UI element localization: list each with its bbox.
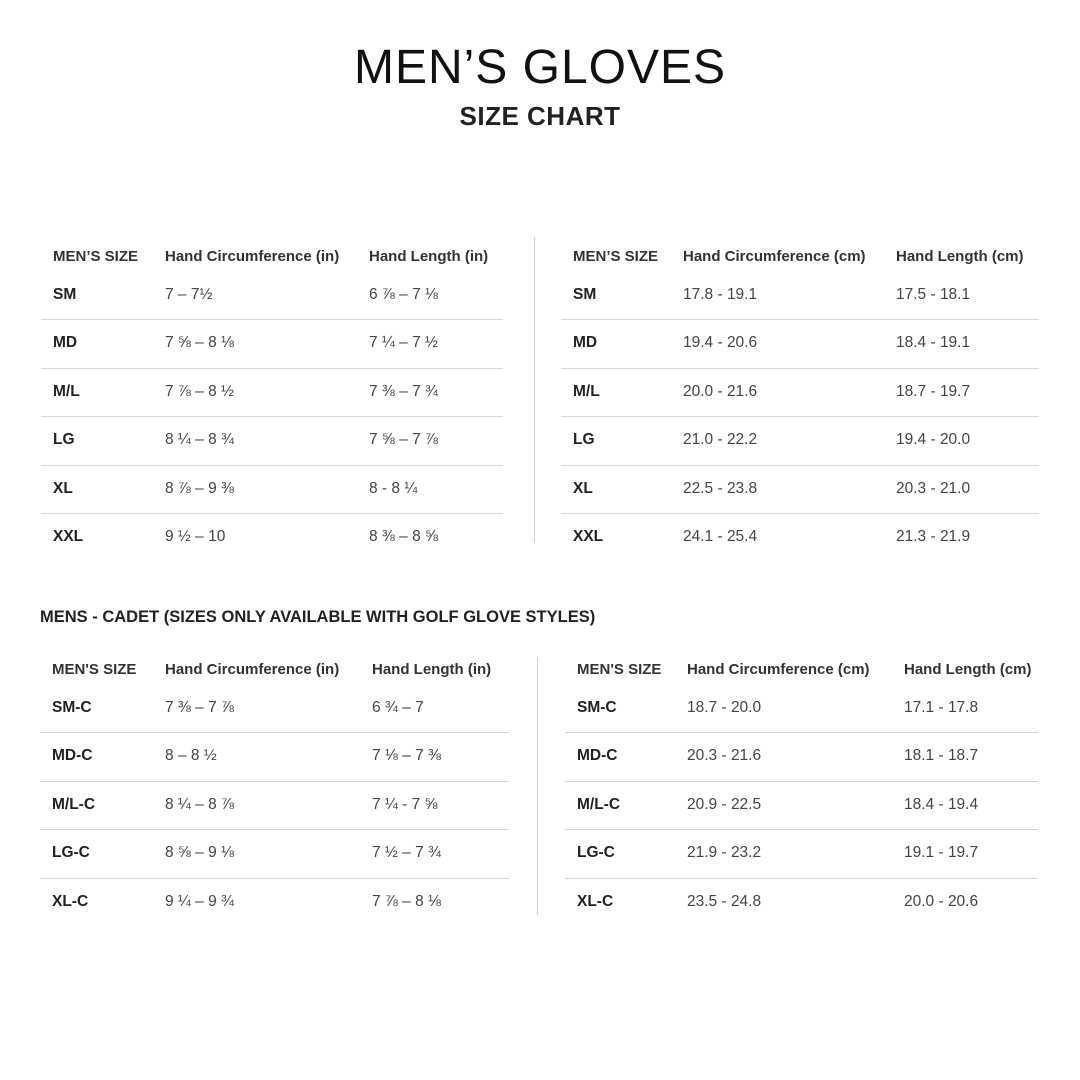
- table-row: [561, 277, 1039, 319]
- mens-inches-table: [41, 237, 503, 562]
- table-row: [41, 277, 503, 319]
- column-header-circumference: Hand Circumference (in): [165, 248, 340, 265]
- column-header-circumference: Hand Circumference (cm): [683, 248, 866, 265]
- cell-size: MD-C: [577, 747, 618, 764]
- cell-size: M/L-C: [52, 795, 96, 813]
- cell-length: 18.1 - 18.7: [904, 747, 979, 764]
- cell-circumference: 7 ⅝ – 8 ⅛: [165, 334, 234, 351]
- table-row: [565, 690, 1038, 732]
- table-row: [561, 319, 1039, 368]
- cell-length: 7 ⅝ – 7 ⅞: [369, 431, 438, 448]
- cell-size: SM: [573, 286, 597, 303]
- cell-size: LG: [53, 431, 75, 448]
- page-subtitle: SIZE CHART: [459, 101, 621, 131]
- cell-length: 18.4 - 19.4: [904, 795, 979, 813]
- table-header: [561, 237, 1039, 277]
- column-header-length: Hand Length (cm): [896, 248, 1024, 265]
- cell-size: LG: [573, 431, 595, 448]
- cell-size: XXL: [53, 528, 84, 545]
- cell-length: 7 ⅞ – 8 ⅛: [372, 892, 441, 910]
- cell-circumference: 22.5 - 23.8: [683, 479, 758, 497]
- table-row: [41, 319, 503, 368]
- cell-circumference: 7 ⅜ – 7 ⅞: [165, 699, 234, 716]
- cell-size: MD: [573, 334, 598, 351]
- cell-size: XL: [53, 479, 73, 497]
- table-row: [565, 878, 1038, 927]
- table-row: [41, 416, 503, 465]
- cell-length: 17.5 - 18.1: [896, 286, 971, 303]
- cell-circumference: 21.0 - 22.2: [683, 431, 758, 448]
- cell-length: 7 ⅛ – 7 ⅜: [372, 747, 441, 764]
- cadet-cm-table: [565, 650, 1038, 926]
- cell-circumference: 17.8 - 19.1: [683, 286, 758, 303]
- cell-length: 20.0 - 20.6: [904, 892, 979, 910]
- table-row: [40, 690, 509, 732]
- table-row: [41, 368, 503, 417]
- table-row: [565, 732, 1038, 781]
- cell-size: XL-C: [577, 892, 614, 910]
- cell-circumference: 8 ⅞ – 9 ⅜: [165, 479, 234, 497]
- cell-size: XL-C: [52, 892, 89, 910]
- column-header-circumference: Hand Circumference (cm): [687, 661, 870, 678]
- cell-size: SM-C: [52, 699, 92, 716]
- cell-circumference: 7 – 7½: [165, 286, 213, 303]
- cell-length: 8 - 8 ¼: [369, 479, 418, 497]
- cell-size: XXL: [573, 528, 604, 545]
- cell-length: 7 ⅜ – 7 ¾: [369, 382, 438, 400]
- mens-table-divider: [534, 237, 535, 543]
- cell-size: XL: [573, 479, 593, 497]
- table-row: [40, 732, 509, 781]
- cell-length: 21.3 - 21.9: [896, 528, 971, 545]
- column-header-length: Hand Length (cm): [904, 661, 1032, 678]
- column-header-length: Hand Length (in): [372, 661, 492, 678]
- cell-length: 8 ⅜ – 8 ⅝: [369, 528, 438, 545]
- cell-length: 7 ¼ – 7 ½: [369, 334, 438, 351]
- cell-circumference: 21.9 - 23.2: [687, 844, 762, 861]
- table-row: [565, 781, 1038, 830]
- cell-length: 6 ¾ – 7: [372, 699, 424, 716]
- table-row: [561, 513, 1039, 562]
- cell-size: M/L: [573, 382, 600, 400]
- cell-circumference: 20.3 - 21.6: [687, 747, 762, 764]
- cell-circumference: 8 ⅝ – 9 ⅛: [165, 844, 234, 861]
- cell-size: MD: [53, 334, 78, 351]
- cell-size: M/L: [53, 382, 80, 400]
- table-row: [41, 465, 503, 514]
- table-row: [40, 781, 509, 830]
- table-row: [561, 368, 1039, 417]
- cell-circumference: 8 ¼ – 8 ⅞: [165, 795, 234, 813]
- cell-circumference: 24.1 - 25.4: [683, 528, 758, 545]
- cell-size: MD-C: [52, 747, 93, 764]
- table-header: [40, 650, 509, 690]
- table-row: [41, 513, 503, 562]
- column-header-size: MEN'S SIZE: [577, 661, 662, 678]
- cell-length: 18.7 - 19.7: [896, 382, 971, 400]
- table-row: [561, 416, 1039, 465]
- cell-circumference: 20.0 - 21.6: [683, 382, 758, 400]
- cell-length: 18.4 - 19.1: [896, 334, 971, 351]
- page-title: MEN’S GLOVES: [353, 41, 727, 94]
- cell-length: 20.3 - 21.0: [896, 479, 971, 497]
- column-header-size: MEN'S SIZE: [52, 661, 137, 678]
- column-header-size: MEN’S SIZE: [573, 248, 659, 265]
- cell-length: 19.1 - 19.7: [904, 844, 979, 861]
- cell-length: 7 ½ – 7 ¾: [372, 844, 441, 861]
- table-row: [565, 829, 1038, 878]
- cell-length: 6 ⅞ – 7 ⅛: [369, 286, 438, 303]
- table-row: [40, 878, 509, 927]
- column-header-circumference: Hand Circumference (in): [165, 661, 340, 678]
- cell-size: M/L-C: [577, 795, 621, 813]
- cadet-table-divider: [537, 657, 538, 915]
- mens-cm-table: [561, 237, 1039, 562]
- cell-length: 19.4 - 20.0: [896, 431, 971, 448]
- cell-size: SM-C: [577, 699, 617, 716]
- column-header-length: Hand Length (in): [369, 248, 489, 265]
- cell-circumference: 19.4 - 20.6: [683, 334, 758, 351]
- cell-circumference: 9 ½ – 10: [165, 528, 226, 545]
- cell-size: LG-C: [577, 844, 615, 861]
- cell-circumference: 7 ⅞ – 8 ½: [165, 382, 234, 400]
- cell-circumference: 9 ¼ – 9 ¾: [165, 892, 234, 910]
- cell-circumference: 18.7 - 20.0: [687, 699, 762, 716]
- cell-length: 7 ¼ - 7 ⅝: [372, 795, 438, 813]
- table-row: [561, 465, 1039, 514]
- cadet-section-title: MENS - CADET (SIZES ONLY AVAILABLE WITH GOLF GLOVE STYLES): [40, 608, 596, 626]
- column-header-size: MEN’S SIZE: [53, 248, 139, 265]
- cell-length: 17.1 - 17.8: [904, 699, 979, 716]
- cell-circumference: 8 – 8 ½: [165, 747, 217, 764]
- cell-circumference: 20.9 - 22.5: [687, 795, 762, 813]
- cell-circumference: 8 ¼ – 8 ¾: [165, 431, 234, 448]
- table-row: [40, 829, 509, 878]
- cell-size: LG-C: [52, 844, 90, 861]
- cell-circumference: 23.5 - 24.8: [687, 892, 762, 910]
- table-header: [41, 237, 503, 277]
- cadet-inches-table: [40, 650, 509, 926]
- table-header: [565, 650, 1038, 690]
- cell-size: SM: [53, 286, 77, 303]
